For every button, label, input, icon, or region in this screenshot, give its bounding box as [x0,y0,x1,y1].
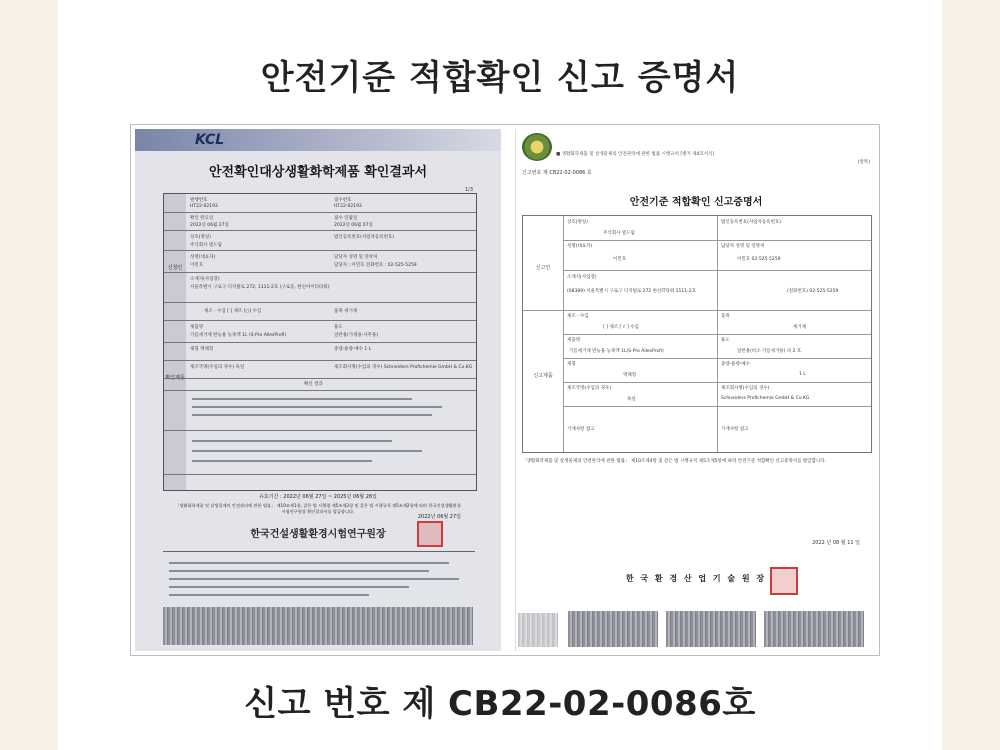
page-side: (앞쪽) [857,160,870,165]
report-table [163,193,477,491]
page-title: 안전기준 적합확인 신고 증명서 [260,58,740,98]
field-label: 상호(명칭) [190,235,211,240]
field-value: 기름세거제 반능용 농축액 1L (S-Pro AllesProfi) [190,333,287,338]
field-value: 기재사항 참고 [721,427,749,432]
form-number: ■ 생활화학제품 및 살생물제의 안전관리에 관한 법률 시행규칙 [별지 제4호서식] [556,152,715,157]
issuing-agency: 한 국 환 경 산 업 기 술 원 장 [625,574,767,583]
page [58,0,942,750]
redacted-block [518,613,558,647]
result-header: 확인 결과 [304,382,323,387]
applicant-label: 신청인 [167,265,183,271]
field-value: 2022년 06월 27일 [190,223,229,228]
field-value: 일반용(가정용·사무용) [334,333,379,338]
field-value: 담당자 : 이민호 전화번호 : 02-525-5259 [334,263,417,268]
field-value: 이민호 [190,263,204,268]
field-label: 법인등록번호(사업자등록번호) [334,235,395,240]
page-number: 1/3 [464,187,473,193]
field-label: 소재지(사업장) [190,277,220,282]
certificate-table [522,215,872,453]
field-value: 서울특별시 구로구 디지털로 272, 1111-2호 (구로동, 한신아이티타워) [190,285,330,290]
field-label: 용도 [334,325,343,330]
field-label: 소재지(사업장) [567,275,597,280]
field-label: 성명(대표자) [567,244,593,249]
kcl-header-band [135,129,501,151]
field-value: 이민호 [613,257,627,262]
product-label: 확인제품 [165,375,185,381]
field-label: 제품명 [190,325,204,330]
field-label: 법인등록번호(사업자등록번호) [721,220,782,225]
field-value: HT22-02193 [334,204,362,209]
kcl-logo: KCL [195,132,225,148]
certificate-number: 신고번호 제 CB22-02-0086 호 [522,170,592,176]
field-label: 확인 완료일 [190,216,214,221]
field-value: 제형 액체형 [190,347,214,352]
agency-seal-logo [522,133,552,161]
redacted-block [568,611,658,647]
field-label: 제조회사명(수입의 경우) [721,386,770,391]
safety-certificate-document [515,129,876,651]
field-label: 접수 연월일 [334,216,358,221]
legal-basis-note: 「생활화학제품 및 살생물제의 안전관리에 관한 법률」 제10조제4항 및 같은 법 시행규칙 제5조제5항에 따라 안전기준 적합확인 신고증명서를 발급합니다. [522,459,827,464]
field-label: 담당자 성명 및 연락처 [334,255,378,260]
field-label: 중량·용량·매수 [721,362,750,367]
certificate-title: 안전기준 적합확인 신고증명서 [629,197,763,208]
redacted-block [764,611,864,647]
field-value: 1 L [799,372,806,377]
field-label: 발행번호 [190,198,208,203]
field-label: 용도 [721,338,730,343]
field-value: Schneiders Profichemie GmbH & Co.KG [721,396,810,401]
field-label: 상호(명칭) [567,220,588,225]
field-label: 제조국명(수입의 경우) [567,386,612,391]
redacted-footer-text [163,607,473,645]
field-value: 일반용(비소·기름세거용) 비 2 호 [737,349,802,354]
product-label: 신고제품 [533,373,553,379]
field-value: 제조 · 수입 [ ] 제조 [○] 수입 [204,309,262,314]
field-label: 담당자 성명 및 연락처 [721,244,765,249]
field-label: 접수번호 [334,198,352,203]
field-value: 주식회사 빌드림 [190,243,222,248]
field-value: 제조국명(수입의 경우) 독일 [190,365,245,370]
report-number-caption: 신고 번호 제 CB22-02-0086호 [244,684,756,724]
official-seal-stamp [417,521,443,547]
field-value: 세거제 [793,325,807,330]
issue-date: 2022년 06월 27일 [417,514,461,520]
legal-basis-text: 「생활화학제품 및 살생물제의 안전관리에 관한 법률」 제10조제1항, 같은 법 시행령 제5조제2항 및 같은 법 시행규칙 제5조제2항에 따라 한국건설생활환경시험연구원장 확인결과서를 발급합니다. [175,503,461,514]
issue-date: 2022 년 08 월 11 일 [812,540,860,546]
field-value: 독일 [627,397,636,402]
field-label: 제조 · 수입 [567,314,589,319]
validity-period: 유효기간 : 2022년 06월 27일 ~ 2025년 06월 26일 [259,494,377,500]
report-title: 안전확인대상생활화학제품 확인결과서 [208,165,427,180]
field-label: 제품명 [567,338,581,343]
field-value: HT22-02193 [190,204,218,209]
field-label: 제형 [567,362,576,367]
certificate-image-frame [130,124,880,656]
notes-section [163,551,475,602]
field-label: 품목 [721,314,730,319]
field-value: 중량·용량·매수 1 L [334,347,372,352]
field-value: 제조회사명(수입의 경우) Schneiders Profichemie GmbH & Co.KG [334,365,473,370]
field-value: 2022년 06월 07일 [334,223,373,228]
redacted-block [666,611,756,647]
field-value: 기재사항 참고 [567,427,595,432]
field-value: 품목 세거제 [334,309,358,314]
field-value: 주식회사 빌드림 [603,231,635,236]
field-value: 기름세거제 반능용 농축액 1L(S-Pro AllesProfi) [569,349,664,354]
confirmation-report-document [135,129,501,651]
field-value: (08389) 서울특별시 구로구 디지털로 272 한신IT타워 1111-2호 [567,289,696,294]
field-value: [ ] 제조 [ √ ] 수입 [603,325,639,330]
official-seal-stamp [770,567,798,595]
field-label: 성명(대표자) [190,255,216,260]
applicant-label: 신고인 [535,265,551,271]
field-value: 액체형 [623,373,637,378]
field-value: (전화번호) 02-525-5259 [787,289,839,294]
field-value: 이민호 02-525-5259 [737,257,781,262]
issuing-institute: 한국건설생활환경시험연구원장 [250,529,386,540]
